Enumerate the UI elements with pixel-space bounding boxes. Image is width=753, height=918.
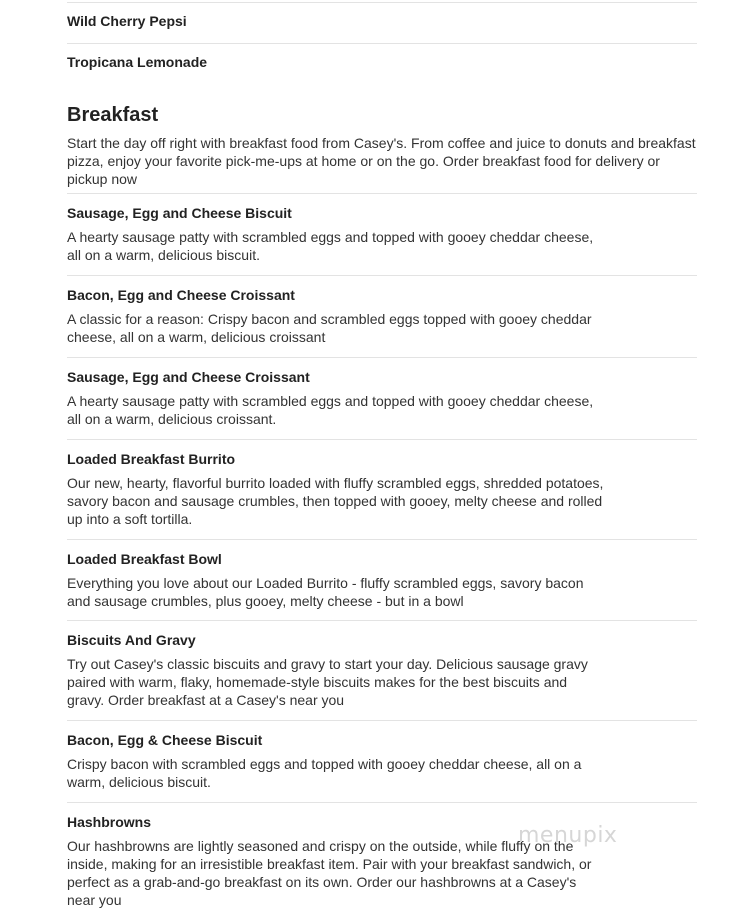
menu-item-name: Loaded Breakfast Burrito <box>67 451 236 467</box>
menu-item-description: Crispy bacon with scrambled eggs and topped with gooey cheddar cheese, all on a warm, delicious biscuit. <box>67 756 582 790</box>
menu-item[interactable] <box>67 204 697 276</box>
section-title-breakfast: Breakfast <box>67 104 159 126</box>
menu-item-name: Sausage, Egg and Cheese Croissant <box>67 369 310 385</box>
menu-item-description: Our new, hearty, flavorful burrito loaded with fluffy scrambled eggs, shredded potatoes, savory bacon and sausage crumbles, then topped with gooey, melty cheese and rolled up into a soft tortilla. <box>67 475 604 527</box>
menu-item-tropicana-lemonade[interactable] <box>67 53 697 75</box>
menu-item-name: Hashbrowns <box>67 814 152 830</box>
watermark-logo: menupix <box>518 823 618 848</box>
menu-item[interactable] <box>67 368 697 440</box>
menu-item-name: Tropicana Lemonade <box>67 54 208 70</box>
menu-item-description: Everything you love about our Loaded Burrito - fluffy scrambled eggs, savory bacon and sausage crumbles, plus gooey, melty cheese - but in a bowl <box>67 575 584 609</box>
menu-item-description: A hearty sausage patty with scrambled eggs and topped with gooey cheddar cheese, all on a warm, delicious biscuit. <box>67 229 594 263</box>
menu-item-name: Sausage, Egg and Cheese Biscuit <box>67 205 292 221</box>
menu-item[interactable] <box>67 550 697 621</box>
menu-item-wild-cherry-pepsi[interactable] <box>67 12 697 44</box>
menu-item-name: Bacon, Egg and Cheese Croissant <box>67 287 295 303</box>
menu-item-name: Wild Cherry Pepsi <box>67 13 187 29</box>
menu-item-name: Biscuits And Gravy <box>67 632 196 648</box>
section-description: Start the day off right with breakfast food from Casey's. From coffee and juice to donuts and breakfast pizza, enjoy your favorite pick-me-ups at home or on the go. Order breakfast food for delivery or pickup now <box>67 135 696 187</box>
menu-item[interactable] <box>67 731 697 803</box>
menu-item-description: A hearty sausage patty with scrambled eggs and topped with gooey cheddar cheese, all on a warm, delicious croissant. <box>67 393 594 427</box>
menu-item[interactable] <box>67 631 697 721</box>
menu-item-description: Our hashbrowns are lightly seasoned and crispy on the outside, while fluffy on the inside, making for an irresistible breakfast item. Pair with your breakfast sandwich, or perfect as a grab-and-go breakfast on its own. Order our hashbrowns at a Casey's near you <box>67 838 592 908</box>
menu-item-name: Bacon, Egg & Cheese Biscuit <box>67 732 263 748</box>
menu-item[interactable] <box>67 286 697 358</box>
menu-item-name: Loaded Breakfast Bowl <box>67 551 222 567</box>
menu-item-description: Try out Casey's classic biscuits and gravy to start your day. Delicious sausage gravy paired with warm, flaky, homemade-style biscuits makes for the best biscuits and gravy. Order breakfast at a Casey's near you <box>67 656 588 708</box>
menu-item-description: A classic for a reason: Crispy bacon and scrambled eggs topped with gooey cheddar cheese, all on a warm, delicious croissant <box>67 311 592 345</box>
section-divider <box>67 193 697 194</box>
top-divider <box>67 2 697 3</box>
menu-item[interactable] <box>67 450 697 540</box>
